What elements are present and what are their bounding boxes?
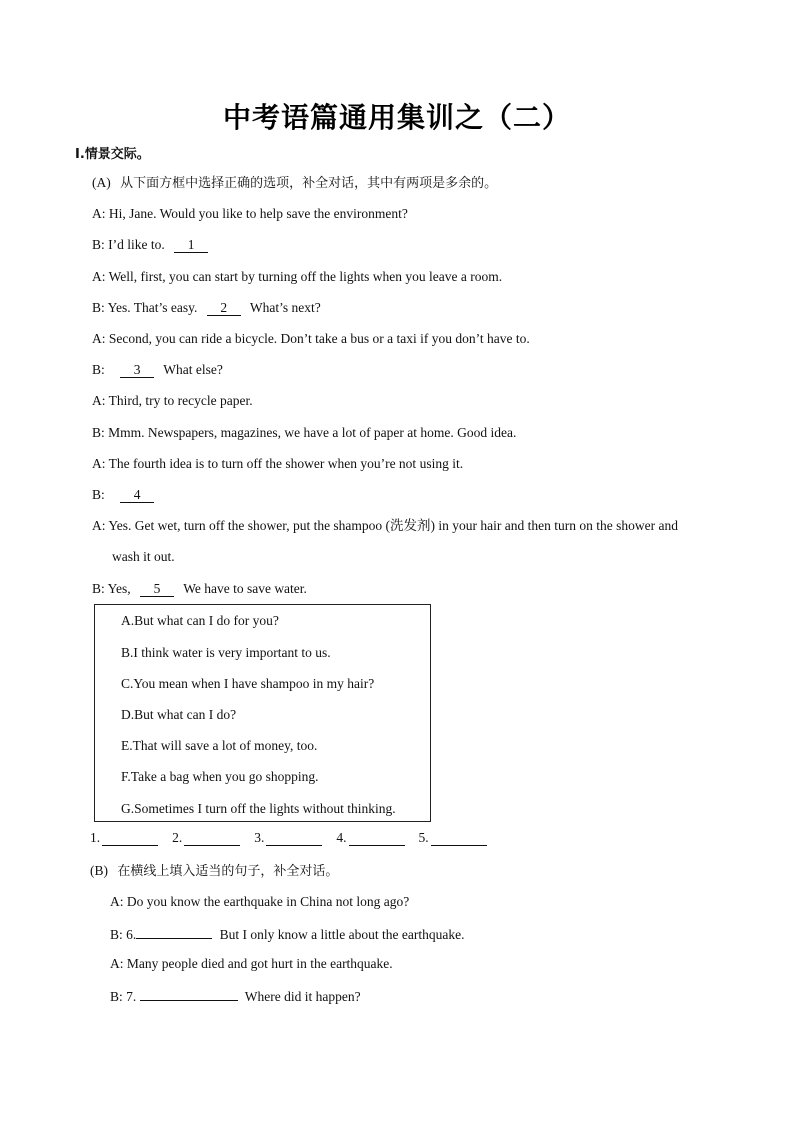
question-number: 6. (126, 927, 137, 942)
speaker-label: A: (92, 393, 106, 408)
dialogue-line-continuation (112, 548, 175, 566)
dialogue-line (110, 986, 361, 1006)
dialogue-line (92, 392, 253, 410)
dialogue-text: I’d like to. (108, 237, 165, 252)
options-box (94, 604, 431, 822)
option-b: B.I think water is very important to us. (121, 645, 331, 660)
dialogue-line (92, 299, 321, 317)
dialogue-line (92, 424, 516, 442)
dialogue-text: Yes, (107, 581, 131, 596)
dialogue-text: The fourth idea is to turn off the shower when you’re not using it. (108, 456, 464, 471)
part-b-label: (B) (90, 863, 108, 878)
dialogue-text: wash it out. (112, 549, 175, 564)
dialogue-text: Second, you can ride a bicycle. Don’t take a bus or a taxi if you don’t have to. (108, 331, 530, 346)
answer-number: 1. (90, 830, 101, 845)
answer-row (90, 830, 487, 846)
answer-line[interactable] (184, 831, 240, 846)
dialogue-text: We have to save water. (183, 581, 307, 596)
answer-slot (336, 830, 404, 846)
dialogue-line (92, 268, 502, 286)
dialogue-line (110, 924, 464, 944)
question-number: 7. (126, 989, 137, 1004)
answer-blank-7[interactable] (140, 986, 238, 1001)
option-f: F.Take a bag when you go shopping. (121, 769, 319, 784)
part-a-instruction (92, 174, 497, 193)
answer-blank-5[interactable]: 5 (140, 582, 174, 597)
answer-number: 5. (418, 830, 429, 845)
answer-line[interactable] (102, 831, 158, 846)
speaker-label: B: (92, 300, 105, 315)
dialogue-line (92, 361, 223, 379)
dialogue-text: Hi, Jane. Would you like to help save the environment? (108, 206, 408, 221)
dialogue-text: Many people died and got hurt in the earthquake. (126, 956, 393, 971)
option-g: G.Sometimes I turn off the lights without thinking. (121, 801, 396, 816)
speaker-label: A: (92, 518, 106, 533)
answer-slot (172, 830, 240, 846)
answer-blank-2[interactable]: 2 (207, 301, 241, 316)
dialogue-line (92, 205, 408, 223)
speaker-label: B: (92, 425, 105, 440)
answer-line[interactable] (349, 831, 405, 846)
speaker-label: A: (92, 206, 106, 221)
answer-blank-3[interactable]: 3 (120, 363, 154, 378)
speaker-label: B: (92, 581, 105, 596)
dialogue-text: Yes. That’s easy. (107, 300, 198, 315)
dialogue-line (92, 517, 678, 535)
dialogue-line (92, 486, 154, 504)
dialogue-line (110, 955, 393, 973)
dialogue-line (110, 893, 409, 911)
option-c: C.You mean when I have shampoo in my hair? (121, 676, 375, 691)
answer-blank-1[interactable]: 1 (174, 238, 208, 253)
part-b-instruction (90, 862, 338, 881)
part-b-instruction-text: 在横线上填入适当的句子，补全对话。 (117, 864, 339, 879)
speaker-label: B: (110, 927, 123, 942)
option-a: A.But what can I do for you? (121, 613, 279, 628)
dialogue-text: Do you know the earthquake in China not long ago? (126, 894, 410, 909)
speaker-label: A: (92, 456, 106, 471)
answer-line[interactable] (266, 831, 322, 846)
dialogue-line (92, 236, 208, 254)
dialogue-text: What’s next? (249, 300, 321, 315)
page-title: 中考语篇通用集训之（二） (222, 101, 571, 134)
dialogue-text: Third, try to recycle paper. (108, 393, 253, 408)
answer-number: 2. (172, 830, 183, 845)
speaker-label: B: (110, 989, 123, 1004)
part-a-instruction-text: 从下面方框中选择正确的选项，补全对话，其中有两项是多余的。 (120, 176, 498, 191)
dialogue-line (92, 580, 307, 598)
speaker-label: B: (92, 237, 105, 252)
answer-number: 4. (336, 830, 347, 845)
section-heading: Ⅰ.情景交际。 (75, 147, 150, 162)
dialogue-text: Mmm. Newspapers, magazines, we have a lot of paper at home. Good idea. (108, 425, 517, 440)
option-d: D.But what can I do? (121, 707, 237, 722)
option-e: E.That will save a lot of money, too. (121, 738, 318, 753)
speaker-label: A: (110, 956, 124, 971)
speaker-label: B: (92, 487, 105, 502)
dialogue-text: Where did it happen? (244, 989, 361, 1004)
dialogue-line (92, 330, 530, 348)
speaker-label: A: (92, 331, 106, 346)
answer-slot (254, 830, 322, 846)
answer-number: 3. (254, 830, 265, 845)
answer-blank-6[interactable] (136, 924, 212, 939)
dialogue-text: Yes. Get wet, turn off the shower, put the shampoo (洗发剂) in your hair and then turn on the shower and (108, 518, 678, 533)
dialogue-text: Well, first, you can start by turning off the lights when you leave a room. (108, 269, 503, 284)
speaker-label: A: (92, 269, 106, 284)
answer-slot (90, 830, 158, 846)
part-a-label: (A) (92, 175, 111, 190)
dialogue-text: What else? (163, 362, 223, 377)
answer-slot (419, 830, 487, 846)
answer-blank-4[interactable]: 4 (120, 488, 154, 503)
speaker-label: B: (92, 362, 105, 377)
speaker-label: A: (110, 894, 124, 909)
dialogue-line (92, 455, 463, 473)
answer-line[interactable] (431, 831, 487, 846)
dialogue-text: But I only know a little about the earthquake. (219, 927, 465, 942)
